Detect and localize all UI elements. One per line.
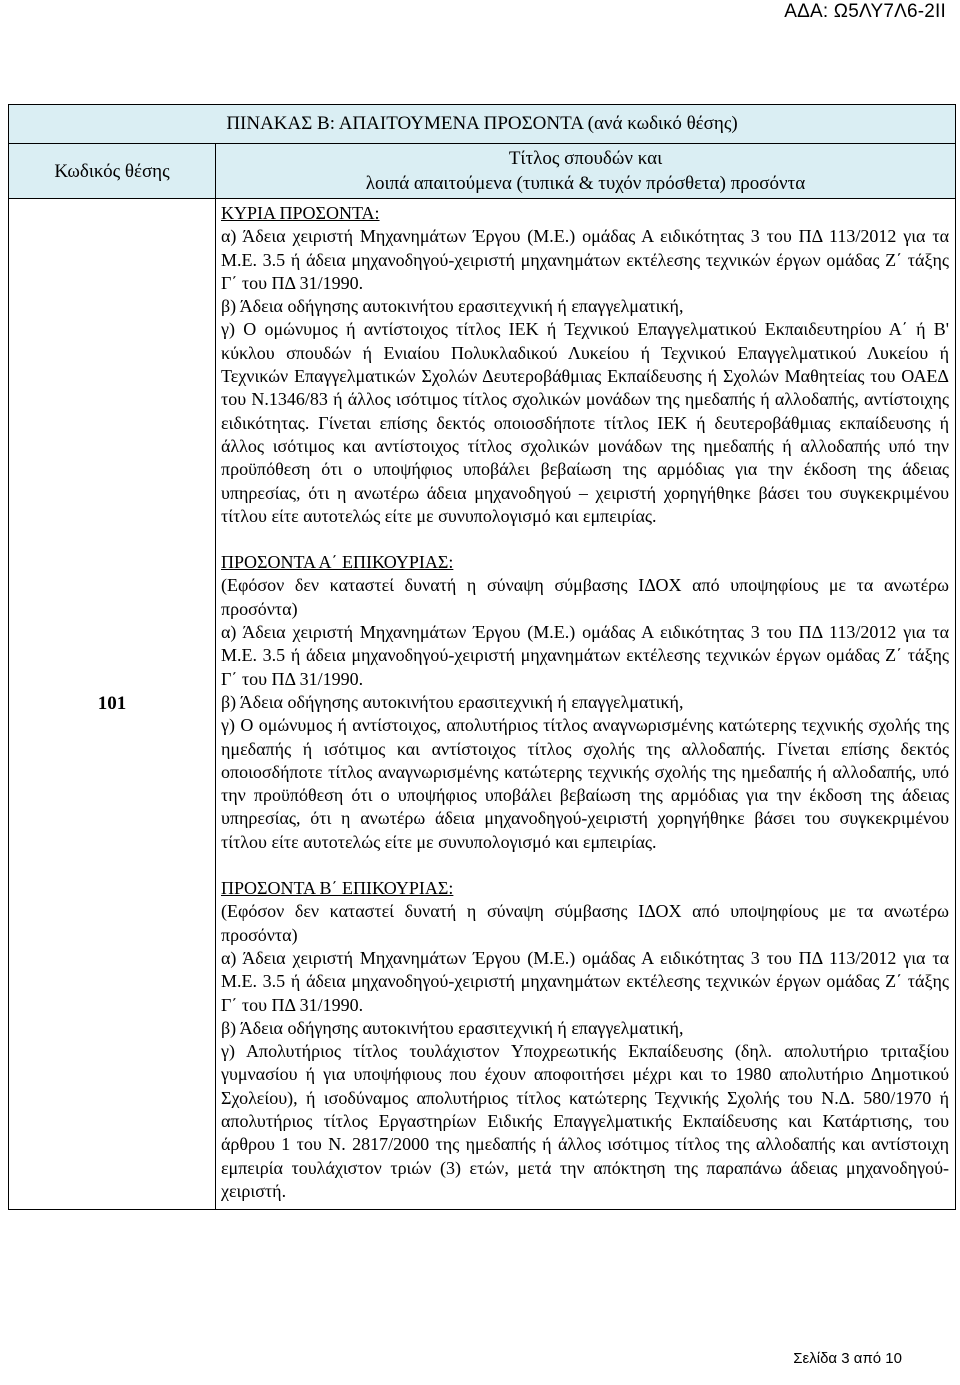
table-title-row — [9, 105, 956, 144]
main-item-c: γ) Ο ομώνυμος ή αντίστοιχος τίτλος ΙΕΚ ή Τεχνικού Επαγγελματικού Εκπαιδευτηρίου Α΄ ή Β' κύκλου σπουδών ή Ενιαίου Πολυκλαδικού Λυκείου ή Τεχνικού Επαγγελματικού Λυκείου ή Τεχνικών Επαγγελματικών Σχολών Δευτεροβάθμιας Εκπαίδευσης ή Σχολών Μαθητείας του ΟΑΕΔ του Ν.1346/83 ή άλλος ισότιμος τίτλος σχολικών μονάδων της ημεδαπής ή αλλοδαπής, αντίστοιχης ειδικότητας. Γίνεται επίσης δεκτός οποιοσδήποτε τίτλος ΙΕΚ ή δευτεροβάθμιας εκπαίδευσης ή άλλος ισότιμος και αντίστοιχος τίτλος σχολικών μονάδων της ημεδαπής ή αλλοδαπής υπό την προϋπόθεση ότι ο υποψήφιος υποβάλει βεβαίωση της αρμόδιας για την έκδοση της άδειας υπηρεσίας, ότι η ανωτέρω άδεια μηχανοδηγού – χειριστή χορηγήθηκε βάσει του συγκεκριμένου τίτλου είτε αυτοτελώς είτε με συνυπολογισμό και εμπειρίας. — [221, 319, 950, 526]
aux-a-item-a: α) Άδεια χειριστή Μηχανημάτων Έργου (Μ.Ε.) ομάδας Α ειδικότητας 3 του ΠΔ 113/2012 για τα Μ.Ε. 3.5 ή άδεια μηχανοδηγού-χειριστή μηχανημάτων εκτέλεσης τεχνικών έργων ομάδας Ζ΄ τάξης Γ΄ του ΠΔ 31/1990. — [221, 622, 950, 689]
main-item-b: β) Άδεια οδήγησης αυτοκινήτου ερασιτεχνική ή επαγγελματική, — [221, 296, 684, 317]
table-title: ΠΙΝΑΚΑΣ Β: ΑΠΑΙΤΟΥΜΕΝΑ ΠΡΟΣΟΝΤΑ (ανά κωδικό θέσης) — [9, 105, 956, 144]
aux-b-item-b: β) Άδεια οδήγησης αυτοκινήτου ερασιτεχνική ή επαγγελματική, — [221, 1017, 684, 1038]
main-requirements-heading: ΚΥΡΙΑ ΠΡΟΣΟΝΤΑ: — [221, 203, 380, 223]
col-title-header-line1: Τίτλος σπουδών και — [508, 148, 663, 169]
aux-a-heading: ΠΡΟΣΟΝΤΑ Α΄ ΕΠΙΚΟΥΡΙΑΣ: — [221, 552, 454, 573]
col-title-header — [216, 144, 956, 199]
requirements-content — [216, 199, 956, 1210]
section-spacer — [221, 854, 949, 877]
aux-a-item-b: β) Άδεια οδήγησης αυτοκινήτου ερασιτεχνική ή επαγγελματική, — [221, 691, 684, 712]
col-title-header-line2: λοιπά απαιτούμενα (τυπικά & τυχόν πρόσθετα) προσόντα — [365, 173, 806, 194]
position-code: 101 — [9, 199, 216, 1210]
table-header-row — [9, 144, 956, 199]
main-item-a: α) Άδεια χειριστή Μηχανημάτων Έργου (Μ.Ε.) ομάδας Α ειδικότητας 3 του ΠΔ 113/2012 για τα Μ.Ε. 3.5 ή άδεια μηχανοδηγού-χειριστή μηχανημάτων εκτέλεσης τεχνικών έργων ομάδας Ζ΄ τάξης Γ΄ του ΠΔ 31/1990. — [221, 226, 950, 293]
section-spacer — [221, 528, 949, 551]
aux-b-heading: ΠΡΟΣΟΝΤΑ Β΄ ΕΠΙΚΟΥΡΙΑΣ: — [221, 878, 454, 899]
requirements-table — [8, 104, 956, 1210]
table-row — [9, 199, 956, 1210]
aux-b-item-c: γ) Απολυτήριος τίτλος τουλάχιστον Υποχρεωτικής Εκπαίδευσης (δηλ. απολυτήριο τριταξίου γυμνασίου ή για υποψήφιους που έχουν αποφοιτήσει μέχρι και το 1980 απολυτήριο Δημοτικού Σχολείου), ή ισοδύναμος απολυτήριος τίτλος κατώτερης Τεχνικής Σχολής του Ν.Δ. 580/1970 ή απολυτήριος τίτλος Εργαστηρίων Ειδικής Επαγγελματικής Εκπαίδευσης και Κατάρτισης, του άρθρου 1 του Ν. 2817/2000 της ημεδαπής ή άλλος ισότιμος τίτλος της αλλοδαπής και αντίστοιχη εμπειρία τουλάχιστον τριών (3) ετών, μετά την απόκτηση της παραπάνω άδειας μηχανοδηγού-χειριστή. — [221, 1041, 950, 1201]
page-number: Σελίδα 3 από 10 — [793, 1350, 902, 1367]
aux-a-note: (Εφόσον δεν καταστεί δυνατή η σύναψη σύμβασης ΙΔΟΧ από υποψηφίους με τα ανωτέρω προσόντα) — [221, 575, 950, 619]
col-code-header: Κωδικός θέσης — [9, 144, 216, 199]
aux-a-item-c: γ) Ο ομώνυμος ή αντίστοιχος, απολυτήριος τίτλος αναγνωρισμένης κατώτερης τεχνικής σχολής της ημεδαπής ή ισότιμος και αντίστοιχος τίτλος σχολής της αλλοδαπής. Γίνεται επίσης δεκτός οποιοσδήποτε τίτλος αναγνωρισμένης κατώτερης τεχνικής σχολής της ημεδαπής ή αλλοδαπής, υπό την προϋπόθεση ότι ο υποψήφιος υποβάλει βεβαίωση της αρμόδιας για την έκδοση της άδειας υπηρεσίας, ότι η ανωτέρω άδεια μηχανοδηγού-χειριστή χορηγήθηκε βάσει του συγκεκριμένου τίτλου είτε αυτοτελώς είτε με συνυπολογισμό και εμπειρίας. — [221, 715, 950, 852]
ada-code: ΑΔΑ: Ω5ΛΥ7Λ6-2ΙΙ — [784, 1, 946, 22]
aux-b-note: (Εφόσον δεν καταστεί δυνατή η σύναψη σύμβασης ΙΔΟΧ από υποψηφίους με τα ανωτέρω προσόντα) — [221, 901, 950, 945]
aux-b-item-a: α) Άδεια χειριστή Μηχανημάτων Έργου (Μ.Ε.) ομάδας Α ειδικότητας 3 του ΠΔ 113/2012 για τα Μ.Ε. 3.5 ή άδεια μηχανοδηγού-χειριστή μηχανημάτων εκτέλεσης τεχνικών έργων ομάδας Ζ΄ τάξης Γ΄ του ΠΔ 31/1990. — [221, 947, 950, 1015]
